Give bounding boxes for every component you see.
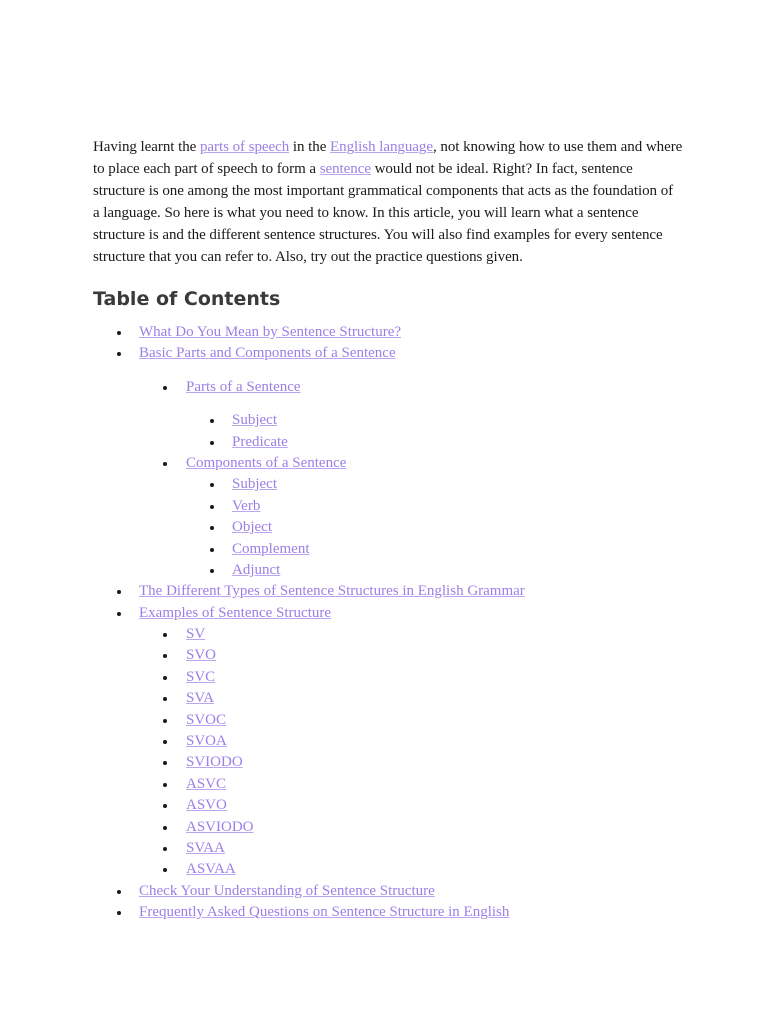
bullet-icon — [163, 386, 167, 390]
toc-item — [93, 474, 693, 495]
bullet-icon — [117, 911, 121, 915]
bullet-icon — [210, 483, 214, 487]
bullet-icon — [163, 462, 167, 466]
toc-item — [93, 902, 693, 923]
sentence-link[interactable]: sentence — [319, 161, 371, 177]
bullet-icon — [210, 441, 214, 445]
bullet-icon — [163, 697, 167, 701]
toc-item — [93, 645, 693, 666]
toc-item — [93, 539, 693, 560]
toc-link-asvo[interactable]: ASVO — [186, 797, 227, 814]
toc-item — [93, 581, 693, 602]
toc-item — [93, 752, 693, 773]
intro-text-4: would not be ideal. Right? In fact, sentence structure is one among the most important grammatical components that acts as the foundation of a language. So here is what you need to know. In this article, you will learn what a sentence structure is and the different sentence structures. You will also find examples for every sentence structure that you can refer to. Also, try out the practice questions given. — [93, 161, 674, 265]
table-of-contents — [93, 322, 693, 924]
toc-link-svaa[interactable]: SVAA — [186, 839, 225, 856]
bullet-icon — [163, 740, 167, 744]
toc-item — [93, 410, 693, 431]
toc-heading: Table of Contents — [93, 288, 281, 310]
toc-link-svc[interactable]: SVC — [186, 668, 216, 685]
toc-link-svoc[interactable]: SVOC — [186, 711, 227, 728]
bullet-icon — [117, 352, 121, 356]
toc-item — [93, 817, 693, 838]
toc-item — [93, 688, 693, 709]
toc-item — [93, 517, 693, 538]
toc-item — [93, 560, 693, 581]
parts-of-speech-link[interactable]: parts of speech — [199, 139, 290, 155]
toc-item — [93, 496, 693, 517]
bullet-icon — [163, 804, 167, 808]
toc-link-examples[interactable]: Examples of Sentence Structure — [139, 604, 332, 621]
bullet-icon — [210, 569, 214, 573]
toc-link-sva[interactable]: SVA — [186, 690, 215, 707]
toc-item — [93, 731, 693, 752]
bullet-icon — [210, 419, 214, 423]
bullet-icon — [163, 868, 167, 872]
toc-link-sentence-structure-meaning[interactable]: What Do You Mean by Sentence Structure? — [139, 324, 402, 340]
toc-link-components[interactable]: Components of a Sentence — [186, 454, 347, 471]
intro-text-3: , not knowing how to use them and where to place each part of speech to form a — [93, 139, 683, 177]
intro-paragraph — [93, 136, 683, 268]
toc-item — [93, 624, 693, 645]
bullet-icon — [117, 890, 121, 894]
toc-link-component-subject[interactable]: Subject — [232, 476, 277, 493]
bullet-icon — [210, 505, 214, 509]
toc-link-check-understanding[interactable]: Check Your Understanding of Sentence Structure — [139, 882, 435, 899]
toc-item — [93, 603, 693, 624]
bullet-icon — [210, 548, 214, 552]
toc-item — [93, 710, 693, 731]
toc-item — [93, 859, 693, 880]
bullet-icon — [163, 676, 167, 680]
toc-item — [93, 453, 693, 474]
toc-link-svoa[interactable]: SVOA — [186, 733, 227, 750]
toc-item — [93, 377, 693, 398]
bullet-icon — [163, 826, 167, 830]
bullet-icon — [163, 847, 167, 851]
toc-link-sv[interactable]: SV — [186, 626, 206, 643]
toc-link-asvc[interactable]: ASVC — [186, 775, 227, 792]
toc-link-complement[interactable]: Complement — [232, 540, 310, 557]
toc-link-basic-parts[interactable]: Basic Parts and Components of a Sentence — [139, 345, 396, 362]
article-content — [93, 136, 683, 921]
bullet-icon — [163, 719, 167, 723]
toc-link-asvaa[interactable]: ASVAA — [186, 861, 236, 878]
toc-link-adjunct[interactable]: Adjunct — [232, 561, 281, 578]
toc-link-verb[interactable]: Verb — [232, 497, 261, 514]
toc-item — [93, 838, 693, 859]
intro-text-1: Having learnt the — [93, 139, 200, 155]
intro-text-2: in the — [289, 139, 331, 155]
bullet-icon — [210, 526, 214, 530]
toc-link-parts-of-sentence[interactable]: Parts of a Sentence — [186, 378, 301, 395]
bullet-icon — [163, 633, 167, 637]
toc-link-types[interactable]: The Different Types of Sentence Structures in English Grammar — [139, 583, 525, 600]
toc-item — [93, 667, 693, 688]
toc-link-predicate[interactable]: Predicate — [232, 433, 288, 450]
toc-link-svo[interactable]: SVO — [186, 647, 217, 664]
toc-item — [93, 774, 693, 795]
bullet-icon — [117, 331, 121, 335]
toc-link-asviodo[interactable]: ASVIODO — [186, 818, 254, 835]
bullet-icon — [163, 783, 167, 787]
toc-link-object[interactable]: Object — [232, 519, 272, 536]
bullet-icon — [163, 654, 167, 658]
english-language-link[interactable]: English language — [330, 139, 433, 155]
toc-item — [93, 432, 693, 453]
bullet-icon — [163, 761, 167, 765]
toc-item — [93, 881, 693, 902]
toc-link-subject[interactable]: Subject — [232, 412, 277, 429]
toc-item — [93, 343, 693, 364]
toc-item — [93, 322, 693, 343]
bullet-icon — [117, 590, 121, 594]
toc-link-faq[interactable]: Frequently Asked Questions on Sentence Structure in English — [139, 904, 510, 921]
toc-item — [93, 795, 693, 816]
toc-link-sviodo[interactable]: SVIODO — [186, 754, 243, 771]
bullet-icon — [117, 612, 121, 616]
